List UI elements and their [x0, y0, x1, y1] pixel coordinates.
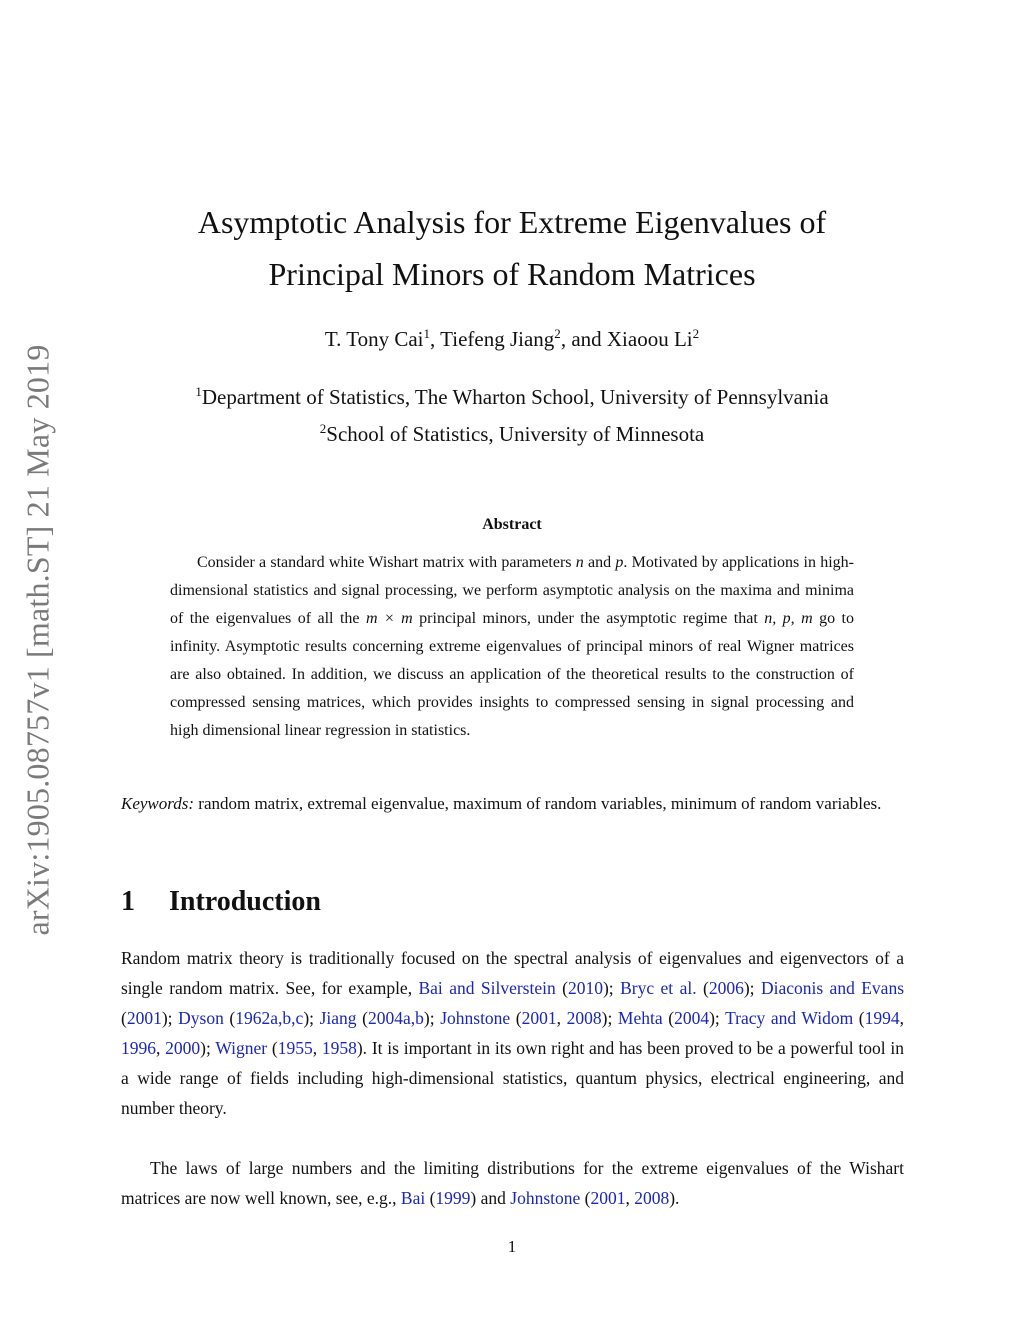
paragraph-text: (	[510, 1008, 522, 1028]
intro-paragraph-2	[121, 1153, 904, 1213]
paragraph-text: (	[121, 1008, 127, 1028]
paragraph-text: ).	[669, 1188, 680, 1208]
citation-link[interactable]: 2008	[566, 1008, 602, 1028]
keywords	[121, 789, 904, 819]
paragraph-text: ,	[625, 1188, 635, 1208]
affiliation-1	[100, 385, 924, 410]
paragraph-text: Random matrix theory is traditionally focused on the spectral analysis of eigenvalues and eigenvectors of a single random matrix. See, for example,	[121, 948, 904, 998]
citation-link[interactable]: 1996	[121, 1038, 156, 1058]
citation-link[interactable]: Bryc et al.	[620, 978, 697, 998]
section-number: 1	[121, 886, 135, 917]
citation-link[interactable]: 2004a,b	[368, 1008, 424, 1028]
arxiv-identifier-stamp: arXiv:1905.08757v1 [math.ST] 21 May 2019	[19, 344, 56, 936]
author-list	[140, 327, 884, 352]
paragraph-text: ,	[899, 1008, 905, 1028]
affiliation-text: School of Statistics, University of Minnesota	[326, 422, 705, 446]
title-line-2: Principal Minors of Random Matrices	[268, 256, 756, 292]
paragraph-text: );	[423, 1008, 441, 1028]
author-affiliation-mark: 2	[692, 326, 700, 341]
author-separator: , and	[560, 327, 607, 351]
citation-link[interactable]: 2004	[674, 1008, 710, 1028]
citation-link[interactable]: Diaconis and Evans	[760, 978, 905, 998]
citation-link[interactable]: 2001	[590, 1188, 626, 1208]
paragraph-text: ,	[312, 1038, 322, 1058]
citation-link[interactable]: 2006	[708, 978, 744, 998]
citation-link[interactable]: 1999	[435, 1188, 471, 1208]
citation-link[interactable]: Johnstone	[510, 1188, 581, 1208]
section-heading	[121, 886, 321, 918]
title-line-1: Asymptotic Analysis for Extreme Eigenvalues of	[197, 204, 827, 240]
math-expression: n, p, m	[764, 610, 813, 627]
paper-title	[140, 196, 884, 300]
paragraph-text: );	[743, 978, 761, 998]
citation-link[interactable]: 2008	[634, 1188, 670, 1208]
paragraph-text: ,	[556, 1008, 567, 1028]
author-name: T. Tony Cai	[324, 327, 424, 351]
paragraph-text: );	[200, 1038, 216, 1058]
author-name: Xiaoou Li	[606, 327, 693, 351]
paragraph-text: The laws of large numbers and the limiting distributions for the extreme eigenvalues of the Wishart matrices are now well known, see, e.g.,	[121, 1158, 904, 1208]
paragraph-text: (	[853, 1008, 865, 1028]
abstract-text: principal minors, under the asymptotic regime that	[412, 610, 765, 627]
paragraph-text: );	[161, 1008, 179, 1028]
intro-paragraph-1	[121, 943, 904, 1123]
citation-link[interactable]: Johnstone	[440, 1008, 511, 1028]
paragraph-text: (	[696, 978, 709, 998]
keywords-label: Keywords:	[121, 794, 195, 813]
paragraph-text: );	[601, 1008, 618, 1028]
citation-link[interactable]: 1958	[321, 1038, 357, 1058]
section-title: Introduction	[169, 886, 321, 917]
paragraph-text: ,	[156, 1038, 166, 1058]
citation-link[interactable]: 2001	[521, 1008, 557, 1028]
paragraph-text: (	[555, 978, 568, 998]
affiliation-mark: 1	[195, 384, 202, 399]
citation-link[interactable]: 1994	[864, 1008, 900, 1028]
paragraph-text: (	[267, 1038, 278, 1058]
citation-link[interactable]: Dyson	[178, 1008, 224, 1028]
author-affiliation-mark: 2	[554, 326, 561, 341]
paragraph-text: );	[709, 1008, 726, 1028]
citation-link[interactable]: 2010	[567, 978, 603, 998]
abstract-text: and	[583, 554, 616, 571]
citation-link[interactable]: 2001	[126, 1008, 162, 1028]
keywords-text: random matrix, extremal eigenvalue, maximum of random variables, minimum of random variables.	[194, 794, 882, 813]
paragraph-text: (	[425, 1188, 436, 1208]
citation-link[interactable]: Wigner	[215, 1038, 268, 1058]
paragraph-text: (	[662, 1008, 675, 1028]
citation-link[interactable]: 1955	[277, 1038, 313, 1058]
paragraph-text: );	[602, 978, 621, 998]
paragraph-text: (	[223, 1008, 236, 1028]
citation-link[interactable]: 1962a,b,c	[235, 1008, 304, 1028]
citation-link[interactable]: Jiang	[319, 1008, 357, 1028]
paragraph-text: ). It is important in its own right and has been proved to be a powerful tool in a wide range of fields including high-dimensional statistics, quantum physics, electrical engineering, and number theory.	[121, 1038, 905, 1118]
author-affiliation-mark: 1	[423, 326, 431, 341]
abstract-text: go to infinity. Asymptotic results concerning extreme eigenvalues of principal minors of real Wigner matrices are also obtained. In addition, we discuss an application of the theoretical results to the construction of compressed sensing matrices, which provides insights to compressed sensing in signal processing and high dimensional linear regression in statistics.	[170, 610, 855, 739]
paragraph-text: (	[580, 1188, 591, 1208]
abstract-body	[170, 549, 854, 745]
citation-link[interactable]: Bai	[400, 1188, 426, 1208]
paragraph-text: (	[356, 1008, 368, 1028]
author-name: Tiefeng Jiang	[440, 327, 555, 351]
abstract-text: . Motivated by applications in high-dimensional statistics and signal processing, we perform asymptotic analysis on the maxima and minima of the eigenvalues of all the	[170, 554, 855, 627]
affiliation-text: Department of Statistics, The Wharton School, University of Pennsylvania	[201, 385, 829, 409]
math-expression: m × m	[365, 610, 413, 627]
paragraph-text: );	[303, 1008, 320, 1028]
math-symbol: p	[615, 554, 624, 571]
math-symbol: n	[575, 554, 584, 571]
citation-link[interactable]: Mehta	[617, 1008, 663, 1028]
affiliation-2	[100, 422, 924, 447]
citation-link[interactable]: Bai and Silverstein	[418, 978, 556, 998]
citation-link[interactable]: Tracy and Widom	[725, 1008, 854, 1028]
abstract-heading: Abstract	[482, 516, 542, 533]
citation-link[interactable]: 2000	[165, 1038, 201, 1058]
page-number: 1	[507, 1237, 517, 1256]
paragraph-text: ) and	[470, 1188, 511, 1208]
affiliation-mark: 2	[319, 421, 327, 436]
abstract-text: Consider a standard white Wishart matrix with parameters	[197, 554, 576, 571]
author-separator: ,	[430, 327, 441, 351]
